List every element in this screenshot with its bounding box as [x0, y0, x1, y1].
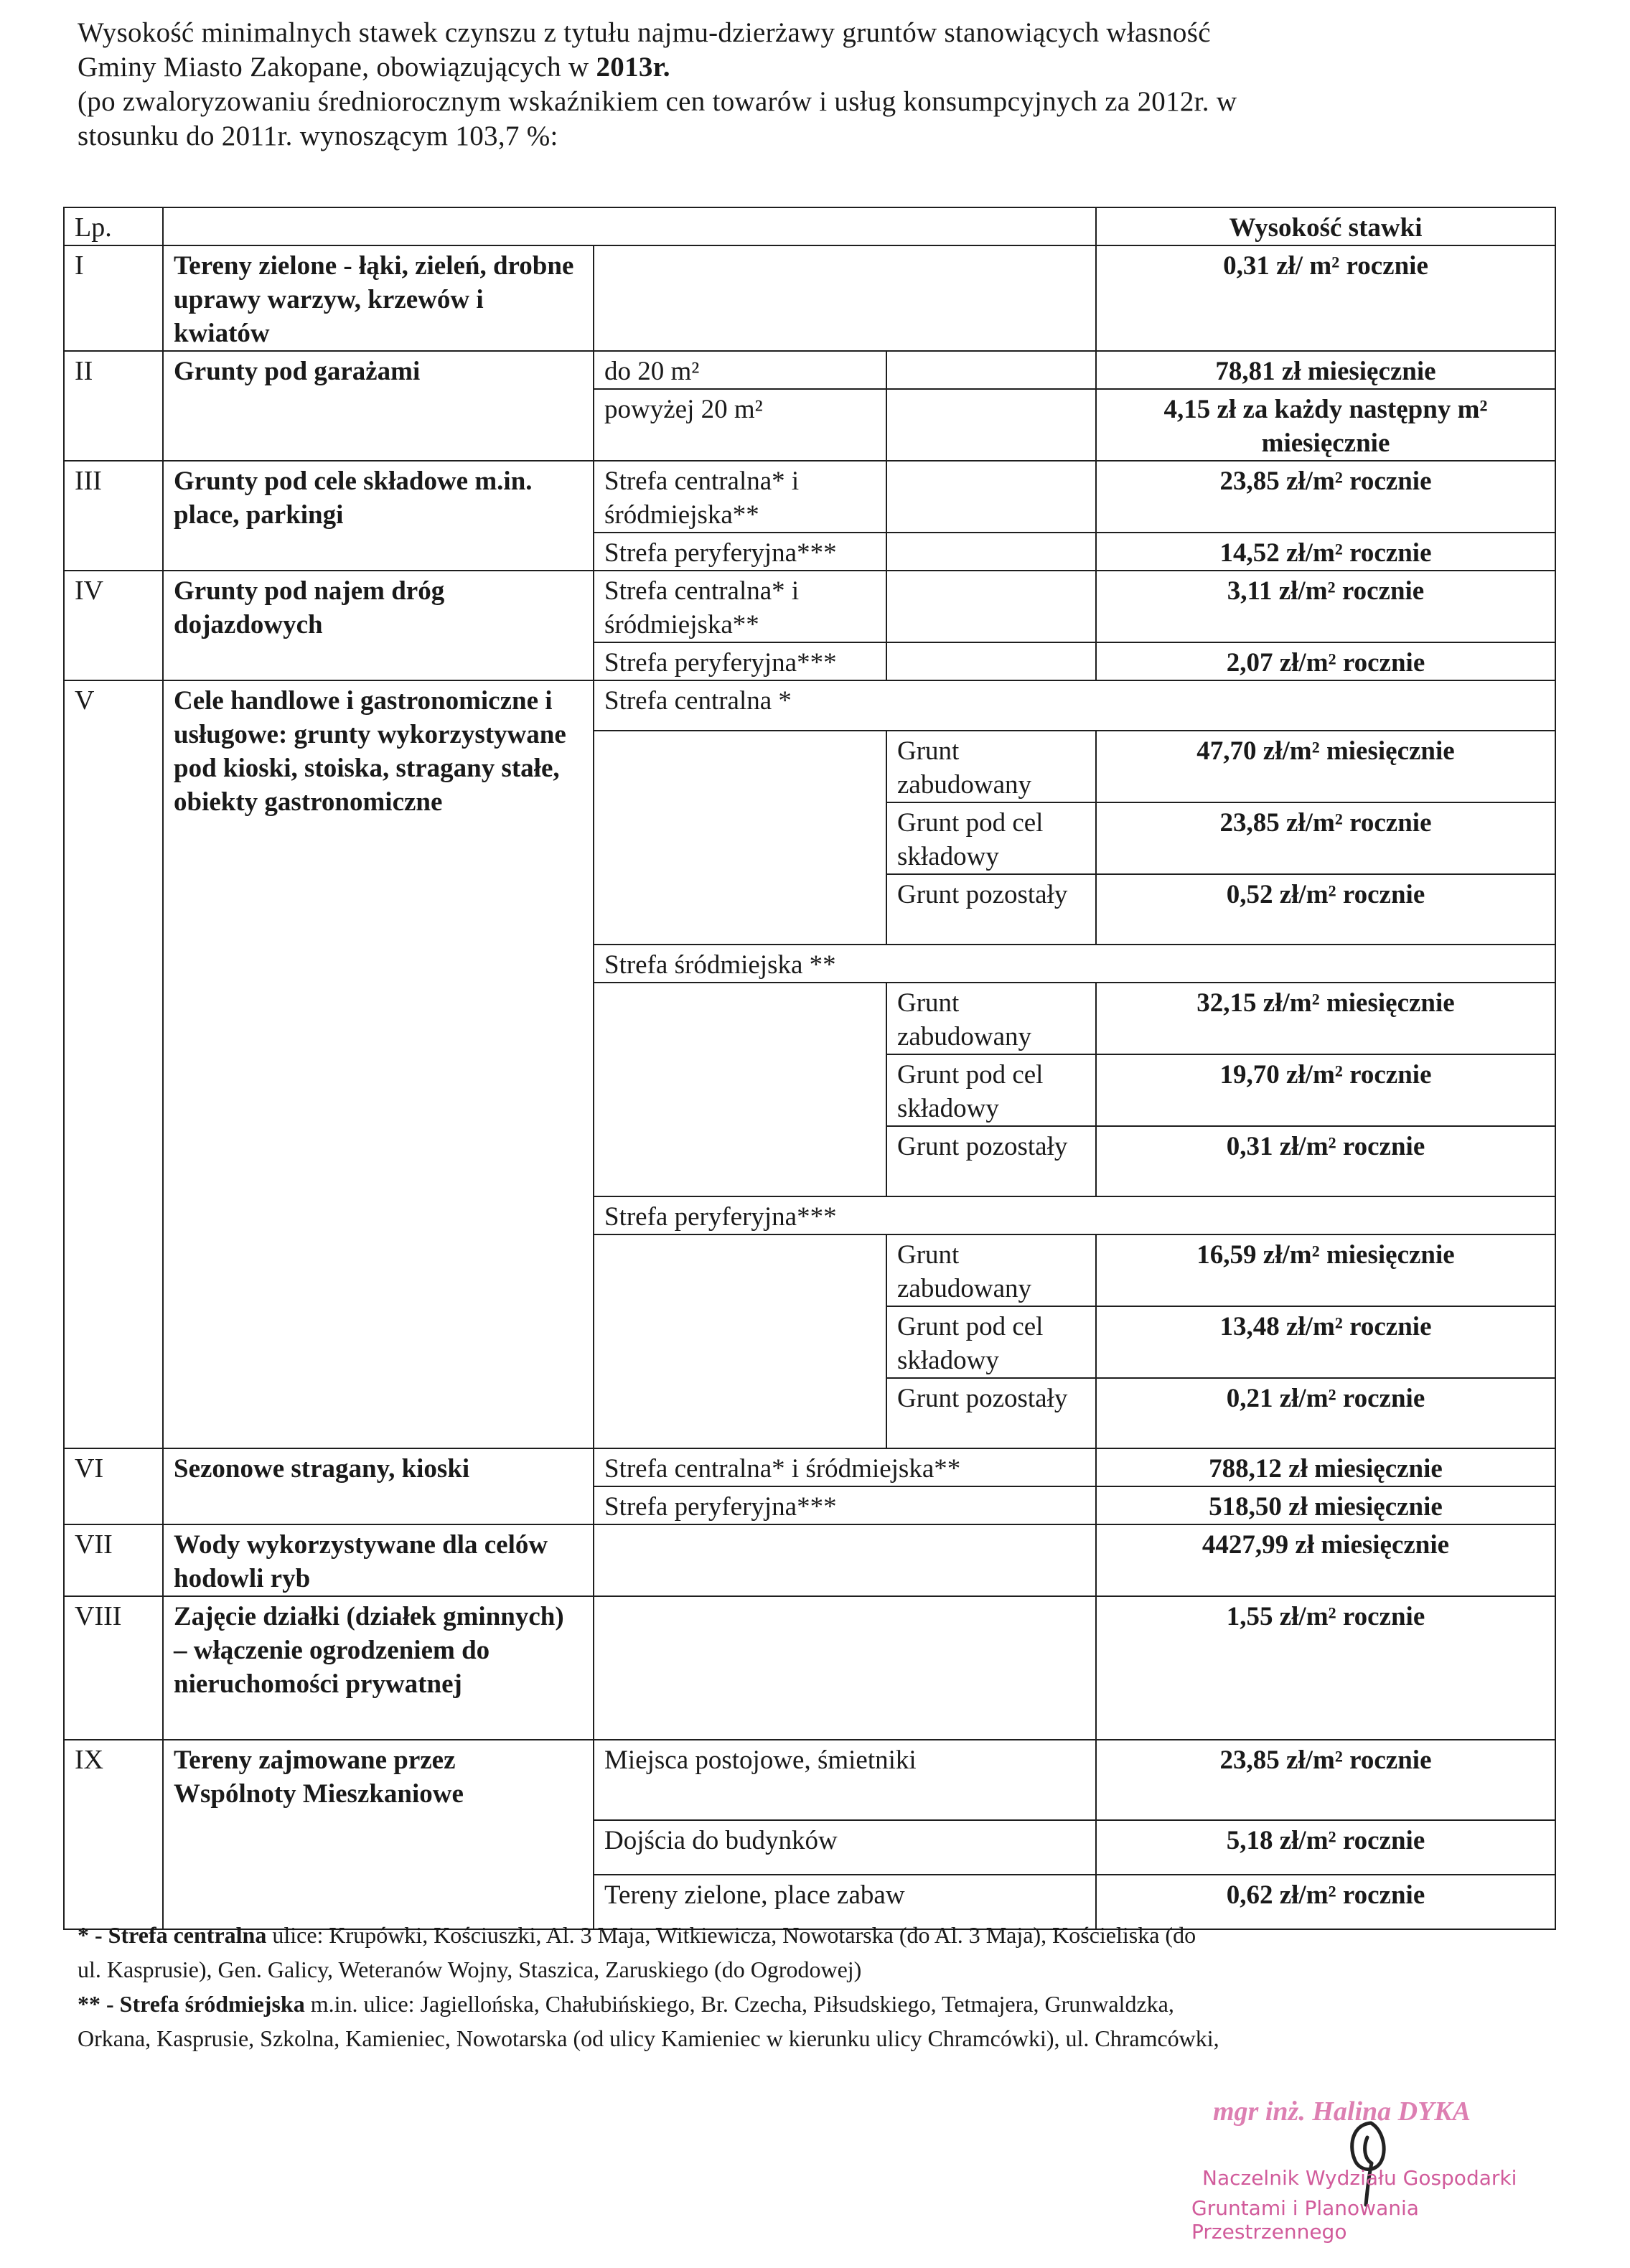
header-line-2-text: Gminy Miasto Zakopane, obowiązujących w [78, 52, 596, 83]
row-number: IX [64, 1740, 163, 1929]
row-rate: 47,70 zł/m² miesięcznie [1096, 731, 1555, 802]
footnotes [78, 1918, 1463, 2056]
footnote-1-text: ulice: Krupówki, Kościuszki, Al. 3 Maja, Witkiewicza, Nowotarska (do Al. 3 Maja), Kościeliska (do [266, 1922, 1196, 1948]
row-subcategory: Strefa centralna* i śródmiejska** [594, 571, 886, 642]
row-subcategory: Strefa centralna* i śródmiejska** [594, 1448, 1096, 1486]
footnote-1-cont: ul. Kasprusie), Gen. Galicy, Weteranów Wojny, Staszica, Zaruskiego (do Ogrodowej) [78, 1957, 862, 1982]
row-rate: 788,12 zł miesięcznie [1096, 1448, 1555, 1486]
land-type: Grunt zabudowany [886, 983, 1096, 1054]
row-empty [886, 461, 1096, 533]
row-number: VII [64, 1524, 163, 1596]
row-rate: 5,18 zł/m² rocznie [1096, 1820, 1555, 1875]
row-name: Cele handlowe i gastronomiczne i usługowe: grunty wykorzystywane pod kioski, stoiska, stragany stałe, obiekty gastronomiczne [163, 680, 594, 1448]
row-empty [886, 533, 1096, 571]
row-subcategory: Dojścia do budynków [594, 1820, 1096, 1875]
land-type: Grunt pod cel składowy [886, 1306, 1096, 1378]
row-subcategory: do 20 m² [594, 351, 886, 389]
row-name: Tereny zajmowane przez Wspólnoty Mieszkaniowe [163, 1740, 594, 1929]
row-rate: 0,52 zł/m² rocznie [1096, 874, 1555, 945]
row-name: Sezonowe stragany, kioski [163, 1448, 594, 1524]
row-subcategory: Miejsca postojowe, śmietniki [594, 1740, 1096, 1820]
row-empty [886, 389, 1096, 461]
row-rate: 518,50 zł miesięcznie [1096, 1486, 1555, 1524]
table-row [64, 245, 1555, 351]
row-rate: 16,59 zł/m² miesięcznie [1096, 1234, 1555, 1306]
row-empty [886, 351, 1096, 389]
row-rate: 1,55 zł/m² rocznie [1096, 1596, 1555, 1740]
footnote-2-text: m.in. ulice: Jagiellońska, Chałubińskiego, Br. Czecha, Piłsudskiego, Tetmajera, Grunwaldzka, [304, 1991, 1174, 2017]
table-row [64, 571, 1555, 642]
row-number: VIII [64, 1596, 163, 1740]
footnote-2-mark: ** - Strefa śródmiejska [78, 1991, 305, 2017]
header-line-3: (po zwaloryzowaniu średniorocznym wskaźnikiem cen towarów i usług konsumpcyjnych za 2012r. w [78, 86, 1237, 117]
row-subcategory: powyżej 20 m² [594, 389, 886, 461]
row-rate: 4,15 zł za każdy następny m² miesięcznie [1096, 389, 1555, 461]
header-line-2 [78, 50, 1441, 85]
row-subcategory: Strefa centralna* i śródmiejska** [594, 461, 886, 533]
row-rate: 23,85 zł/m² rocznie [1096, 802, 1555, 874]
row-number: II [64, 351, 163, 461]
signature-icon [1339, 2116, 1403, 2209]
row-name: Zajęcie działki (działek gminnych) – włączenie ogrodzeniem do nieruchomości prywatnej [163, 1596, 594, 1740]
land-type: Grunt pod cel składowy [886, 1054, 1096, 1126]
row-number: IV [64, 571, 163, 680]
row-empty [886, 571, 1096, 642]
table-row [64, 1596, 1555, 1740]
row-empty [594, 1524, 1096, 1596]
footnote-2-cont: Orkana, Kasprusie, Szkolna, Kamieniec, Nowotarska (od ulicy Kamieniec w kierunku ulicy Chramcówki), ul. Chramcówki, [78, 2025, 1219, 2051]
row-rate: 23,85 zł/m² rocznie [1096, 1740, 1555, 1820]
row-name: Tereny zielone - łąki, zieleń, drobne uprawy warzyw, krzewów i kwiatów [163, 245, 594, 351]
rates-table [63, 207, 1556, 1930]
zone-label: Strefa śródmiejska ** [594, 945, 1555, 983]
row-subcategory: Strefa peryferyjna*** [594, 642, 886, 680]
official-stamp [1177, 2081, 1579, 2254]
stamp-name: mgr inż. Halina DYKA [1213, 2096, 1471, 2127]
row-rate: 2,07 zł/m² rocznie [1096, 642, 1555, 680]
row-empty [594, 731, 886, 945]
row-name: Grunty pod cele składowe m.in. place, parkingi [163, 461, 594, 571]
stamp-line-1: Naczelnik Wydziału Gospodarki [1202, 2166, 1517, 2190]
row-rate: 23,85 zł/m² rocznie [1096, 461, 1555, 533]
row-empty [886, 642, 1096, 680]
table-header-row [64, 207, 1555, 245]
row-rate: 0,31 zł/m² rocznie [1096, 1126, 1555, 1196]
row-empty [594, 983, 886, 1196]
land-type: Grunt zabudowany [886, 731, 1096, 802]
row-empty [594, 1234, 886, 1448]
table-row [64, 680, 1555, 731]
row-empty [594, 1596, 1096, 1740]
row-number: I [64, 245, 163, 351]
row-empty [594, 245, 1096, 351]
footnote-2 [78, 1987, 1463, 2021]
document-header [78, 16, 1441, 154]
zone-label: Strefa centralna * [594, 680, 1555, 731]
row-rate: 19,70 zł/m² rocznie [1096, 1054, 1555, 1126]
footnote-1-mark: * - Strefa centralna [78, 1922, 267, 1948]
footnote-1 [78, 1918, 1463, 1952]
row-subcategory: Strefa peryferyjna*** [594, 533, 886, 571]
header-rate: Wysokość stawki [1096, 207, 1555, 245]
row-rate: 78,81 zł miesięcznie [1096, 351, 1555, 389]
row-rate: 13,48 zł/m² rocznie [1096, 1306, 1555, 1378]
row-subcategory: Tereny zielone, place zabaw [594, 1875, 1096, 1929]
table-row [64, 1524, 1555, 1596]
table-row [64, 1740, 1555, 1820]
row-name: Grunty pod garażami [163, 351, 594, 461]
zone-label: Strefa peryferyjna*** [594, 1196, 1555, 1234]
land-type: Grunt pozostały [886, 874, 1096, 945]
row-number: III [64, 461, 163, 571]
row-number: V [64, 680, 163, 1448]
row-rate: 0,21 zł/m² rocznie [1096, 1378, 1555, 1448]
row-rate: 3,11 zł/m² rocznie [1096, 571, 1555, 642]
land-type: Grunt pod cel składowy [886, 802, 1096, 874]
stamp-line-2: Gruntami i Planowania Przestrzennego [1191, 2196, 1419, 2244]
row-number: VI [64, 1448, 163, 1524]
row-rate: 32,15 zł/m² miesięcznie [1096, 983, 1555, 1054]
header-line-1: Wysokość minimalnych stawek czynszu z tytułu najmu-dzierżawy gruntów stanowiących własność [78, 17, 1211, 48]
row-name: Wody wykorzystywane dla celów hodowli ryb [163, 1524, 594, 1596]
table-row [64, 461, 1555, 533]
table-row [64, 1448, 1555, 1486]
row-subcategory: Strefa peryferyjna*** [594, 1486, 1096, 1524]
header-line-4: stosunku do 2011r. wynoszącym 103,7 %: [78, 121, 558, 151]
row-rate: 0,31 zł/ m² rocznie [1096, 245, 1555, 351]
header-lp: Lp. [64, 207, 163, 245]
row-rate: 4427,99 zł miesięcznie [1096, 1524, 1555, 1596]
header-year: 2013r. [596, 52, 670, 83]
header-empty [163, 207, 1096, 245]
land-type: Grunt pozostały [886, 1126, 1096, 1196]
land-type: Grunt zabudowany [886, 1234, 1096, 1306]
row-rate: 0,62 zł/m² rocznie [1096, 1875, 1555, 1929]
land-type: Grunt pozostały [886, 1378, 1096, 1448]
row-name: Grunty pod najem dróg dojazdowych [163, 571, 594, 680]
table-row [64, 351, 1555, 389]
row-rate: 14,52 zł/m² rocznie [1096, 533, 1555, 571]
